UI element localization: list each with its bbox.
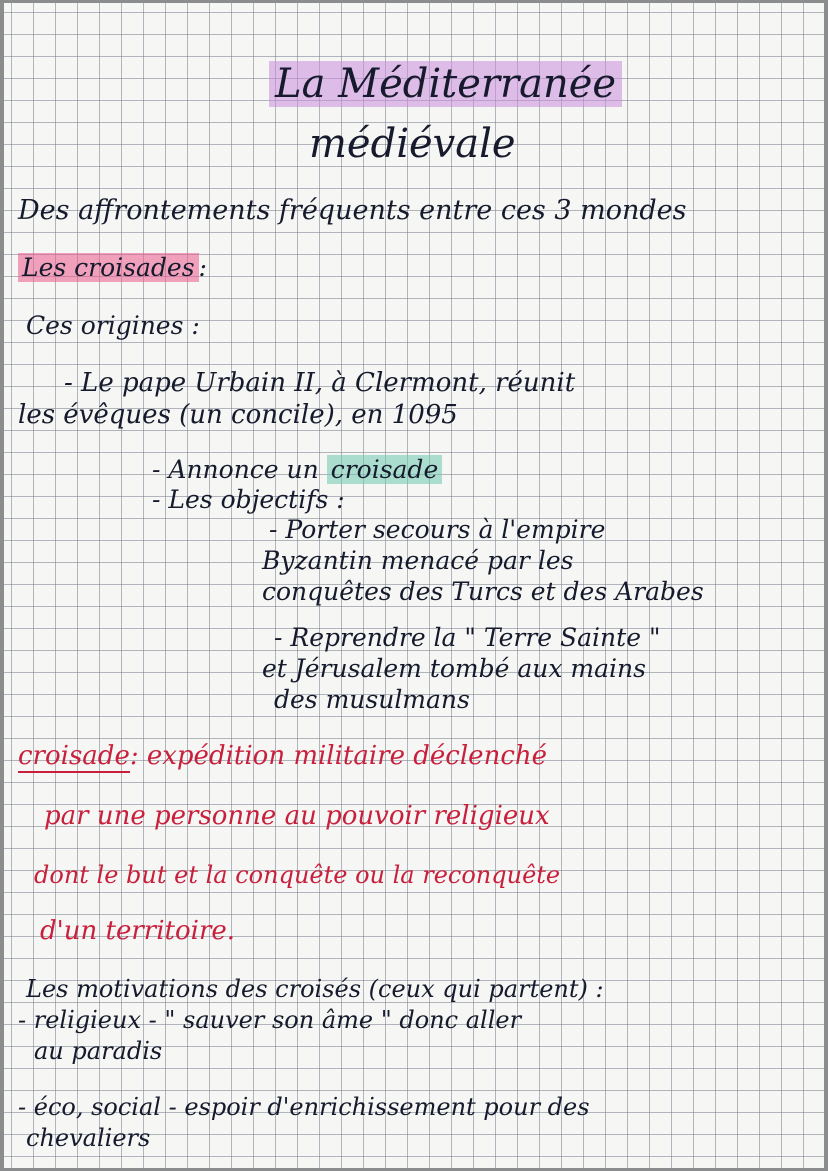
definition-line-3: dont le but et la conquête ou la reconquête bbox=[34, 861, 561, 889]
motivations-heading: Les motivations des croisés (ceux qui partent) : bbox=[26, 975, 604, 1003]
motivations-line-2: au paradis bbox=[34, 1037, 163, 1065]
title-line-1 bbox=[269, 61, 622, 107]
definition-text-1: : expédition militaire déclenché bbox=[129, 741, 548, 771]
objectives-heading: - Les objectifs : bbox=[152, 485, 345, 514]
definition-line-1 bbox=[18, 741, 547, 771]
page-title: La Méditerranée bbox=[269, 61, 622, 107]
announce-prefix: - Annonce un bbox=[152, 455, 319, 484]
definition-line-2: par une personne au pouvoir religieux bbox=[44, 801, 550, 831]
origins-line-2: les évêques (un concile), en 1095 bbox=[18, 400, 458, 430]
objective-2-line-2: et Jérusalem tombé aux mains bbox=[262, 654, 646, 683]
definition-term: croisade bbox=[18, 741, 130, 771]
origins-heading: Ces origines : bbox=[26, 311, 200, 340]
announce-line bbox=[152, 455, 442, 484]
objective-1-line-1: - Porter secours à l'empire bbox=[269, 515, 606, 544]
section-heading-line bbox=[18, 253, 207, 282]
announce-highlight: croisade bbox=[327, 455, 443, 484]
motivations-line-1: - religieux - " sauver son âme " donc aller bbox=[18, 1006, 522, 1034]
notebook-page bbox=[4, 3, 824, 1168]
section-heading-colon: : bbox=[198, 253, 207, 282]
objective-2-line-1: - Reprendre la " Terre Sainte " bbox=[274, 623, 661, 652]
objective-1-line-3: conquêtes des Turcs et des Arabes bbox=[262, 577, 704, 606]
definition-line-4: d'un territoire. bbox=[40, 916, 236, 946]
motivations-line-3: - éco, social - espoir d'enrichissement pour des bbox=[18, 1093, 590, 1121]
motivations-line-4: chevaliers bbox=[26, 1124, 151, 1152]
title-line-2: médiévale bbox=[309, 121, 516, 167]
objective-2-line-3: des musulmans bbox=[274, 685, 470, 714]
section-heading: Les croisades bbox=[18, 253, 199, 282]
origins-line-1: - Le pape Urbain II, à Clermont, réunit bbox=[64, 368, 576, 398]
objective-1-line-2: Byzantin menacé par les bbox=[262, 546, 574, 575]
intro-text: Des affrontements fréquents entre ces 3 mondes bbox=[18, 195, 687, 226]
